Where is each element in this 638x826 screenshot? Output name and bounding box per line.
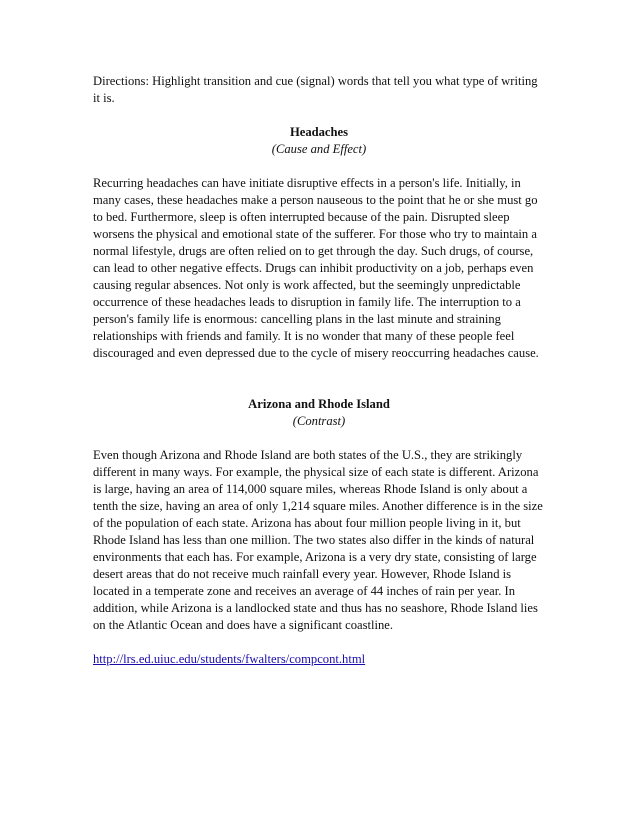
section-subtitle: (Cause and Effect) — [271, 142, 367, 156]
section-heading-headaches — [93, 124, 545, 158]
section-title: Headaches — [289, 125, 349, 139]
source-link[interactable]: http://lrs.ed.uiuc.edu/students/fwalters/compcont.html — [93, 652, 366, 666]
directions-text: Directions: Highlight transition and cue (signal) words that tell you what type of writing it is. — [93, 74, 538, 105]
section-title: Arizona and Rhode Island — [248, 397, 390, 411]
paragraph-headaches: Recurring headaches can have initiate disruptive effects in a person's life. Initially, in many cases, these headaches make a person nauseous to the point that he or she must go to bed. Furthermore, sleep is often interrupted because of the pain. Disrupted sleep worsens the physical and emotional state of the sufferer. For those who try to maintain a normal lifestyle, drugs are often relied on to get through the day. Such drugs, of course, can lead to other negative effects. Drugs can inhibit productivity on a job, perhaps even causing regular absences. Not only is work affected, but the seemingly unpredictable occurrence of these headaches leads to disruption in family life. The interruption to a person's family life is enormous: cancelling plans in the last minute and straining relationships with friends and family. It is no wonder that many of these people feel discouraged and even depressed due to the cycle of misery reoccurring headaches cause. — [93, 176, 539, 360]
paragraph-arizona-rhode-island: Even though Arizona and Rhode Island are both states of the U.S., they are strikingly different in many ways. For example, the physical size of each state is different. Arizona is large, having an area of 114,000 square miles, whereas Rhode Island is only about a tenth the size, having an area of only 1,214 square miles. Another difference is in the size of the population of each state. Arizona has about four million people living in it, but Rhode Island has less than one million. The two states also differ in the kinds of natural environments that each has. For example, Arizona is a very dry state, consisting of large desert areas that do not receive much rainfall every year. However, Rhode Island is located in a temperate zone and receives an average of 44 inches of rain per year. In addition, while Arizona is a landlocked state and thus has no seashore, Rhode Island lies on the Atlantic Ocean and does have a significant coastline. — [93, 448, 543, 632]
section-subtitle: (Contrast) — [292, 414, 346, 428]
section-heading-arizona-rhode-island — [93, 396, 545, 430]
document-content — [93, 73, 545, 668]
